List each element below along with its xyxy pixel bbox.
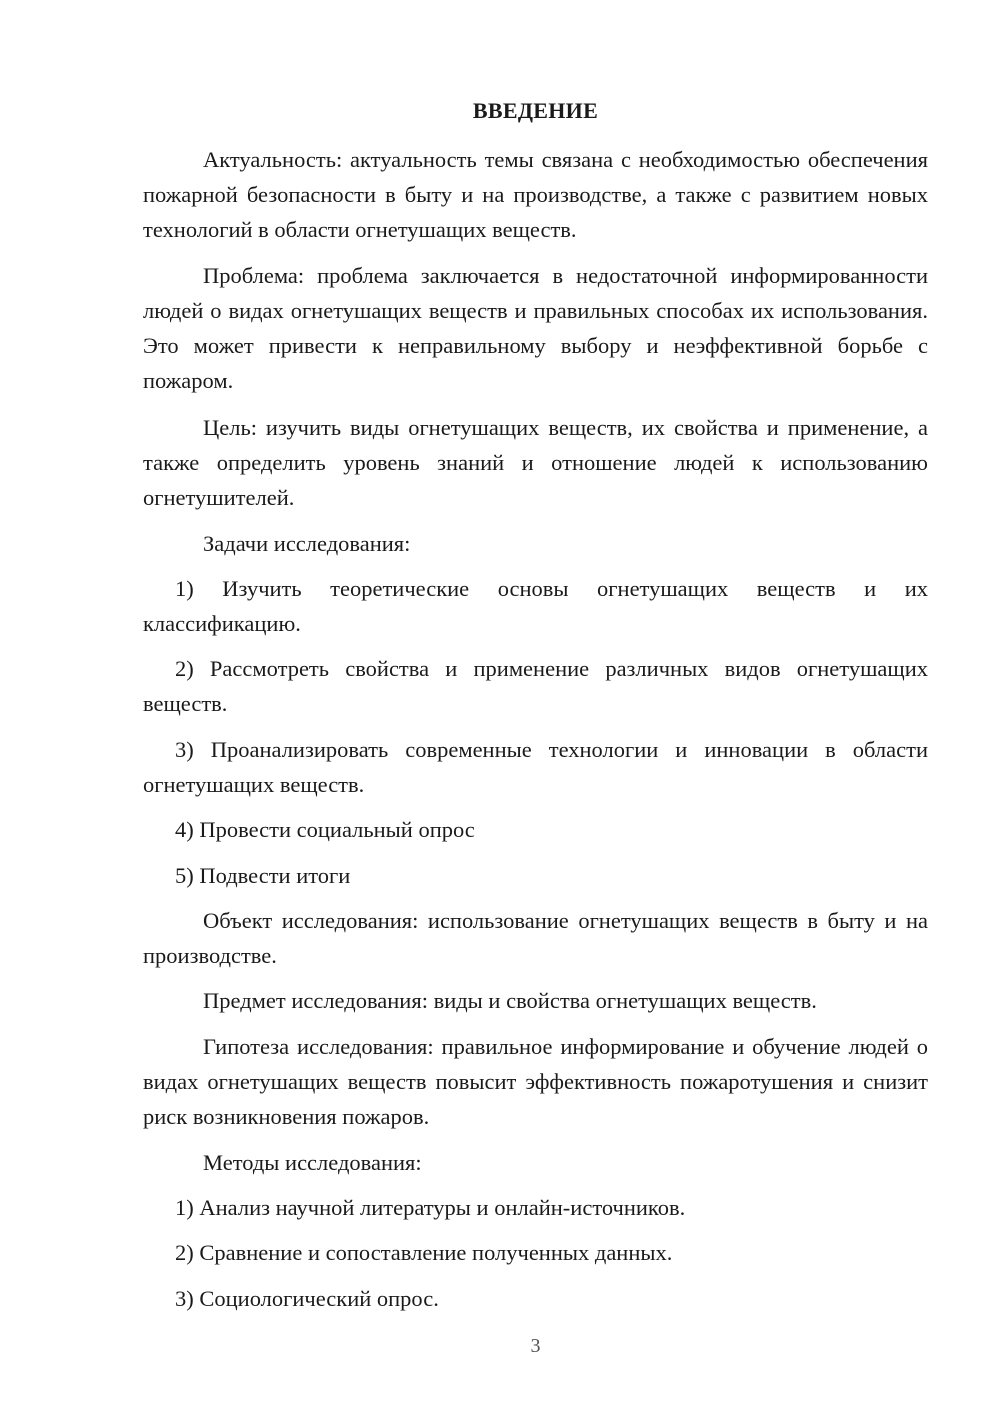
- list-item-method-1: 1) Анализ научной литературы и онлайн-источников.: [175, 1195, 686, 1220]
- document-page: [143, 0, 928, 1414]
- list-item-task-2: 2) Рассмотреть свойства и применение различных видов огнетушащих веществ.: [143, 656, 928, 716]
- paragraph-goal: Цель: изучить виды огнетушащих веществ, их свойства и применение, а также определить уровень знаний и отношение людей к использованию огнетушителей.: [143, 415, 928, 510]
- paragraph-hypothesis: Гипотеза исследования: правильное информирование и обучение людей о видах огнетушащих веществ повысит эффективность пожаротушения и снизит риск возникновения пожаров.: [143, 1034, 928, 1129]
- list-item-task-5: 5) Подвести итоги: [175, 863, 351, 888]
- paragraph-subject: Предмет исследования: виды и свойства огнетушащих веществ.: [203, 988, 817, 1013]
- paragraph-problem: Проблема: проблема заключается в недостаточной информированности людей о видах огнетушащих веществ и правильных способах их использования. Это может привести к неправильному выбору и неэффективной борьбе с пожаром.: [143, 263, 928, 393]
- paragraph-relevance: Актуальность: актуальность темы связана с необходимостью обеспечения пожарной безопасности в быту и на производстве, а также с развитием новых технологий в области огнетушащих веществ.: [143, 147, 928, 242]
- paragraph-object: Объект исследования: использование огнетушащих веществ в быту и на производстве.: [143, 908, 928, 968]
- page-number: 3: [530, 1335, 541, 1357]
- paragraph-methods-heading: Методы исследования:: [203, 1150, 422, 1175]
- list-item-task-3: 3) Проанализировать современные технологии и инновации в области огнетушащих веществ.: [143, 737, 928, 797]
- list-item-task-4: 4) Провести социальный опрос: [175, 817, 475, 842]
- page-title: ВВЕДЕНИЕ: [472, 98, 599, 123]
- paragraph-tasks-heading: Задачи исследования:: [203, 531, 411, 556]
- list-item-task-1: 1) Изучить теоретические основы огнетушащих веществ и их классификацию.: [143, 576, 928, 636]
- list-item-method-3: 3) Социологический опрос.: [175, 1286, 439, 1311]
- list-item-method-2: 2) Сравнение и сопоставление полученных данных.: [175, 1240, 673, 1265]
